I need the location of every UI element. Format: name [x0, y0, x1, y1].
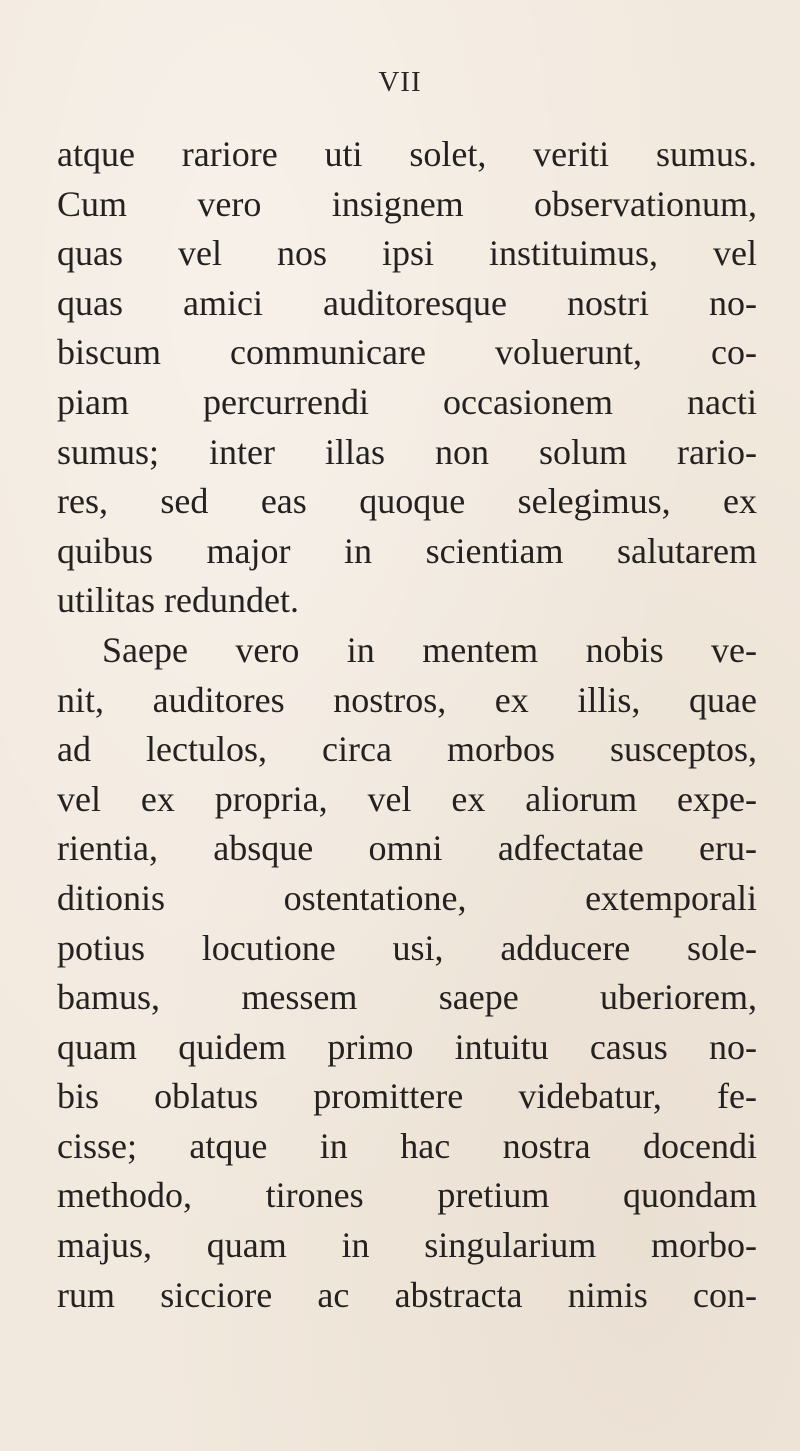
text-line: methodo, tirones pretium quondam — [57, 1175, 757, 1216]
text-line: quam quidem primo intuitu casus no- — [57, 1026, 757, 1067]
text-line: bis oblatus promittere videbatur, fe- — [57, 1076, 757, 1117]
text-line: atque rariore uti solet, veriti sumus. — [57, 134, 757, 174]
text-line: quas vel nos ipsi instituimus, vel — [57, 233, 757, 274]
text-line: nit, auditores nostros, ex illis, quae — [57, 679, 757, 720]
text-line: biscum communicare voluerunt, co- — [57, 332, 757, 373]
paragraph-start-line: Saepe vero in mentem nobis ve- — [102, 629, 757, 670]
page-number: VII — [378, 66, 422, 98]
text-line: rientia, absque omni adfectatae eru- — [57, 828, 757, 869]
text-line: potius locutione usi, adducere sole- — [57, 927, 757, 968]
text-line: cisse; atque in hac nostra docendi — [57, 1125, 757, 1166]
text-line: res, sed eas quoque selegimus, ex — [57, 481, 757, 522]
paragraph-end-line: utilitas redundet. — [57, 580, 299, 621]
text-line: Cum vero insignem observationum, — [57, 183, 757, 224]
text-line: ad lectulos, circa morbos susceptos, — [57, 729, 757, 770]
text-line: vel ex propria, vel ex aliorum expe- — [57, 778, 757, 819]
body-text — [57, 130, 757, 1320]
text-line: piam percurrendi occasionem nacti — [57, 381, 757, 422]
text-line: majus, quam in singularium morbo- — [57, 1225, 757, 1266]
text-line: bamus, messem saepe uberiorem, — [57, 977, 757, 1018]
text-line: rum sicciore ac abstracta nimis con- — [57, 1274, 757, 1315]
text-line: quas amici auditoresque nostri no- — [57, 282, 757, 323]
text-line: ditionis ostentatione, extemporali — [57, 877, 757, 918]
text-line: sumus; inter illas non solum rario- — [57, 431, 757, 472]
text-line: quibus major in scientiam salutarem — [57, 530, 757, 571]
